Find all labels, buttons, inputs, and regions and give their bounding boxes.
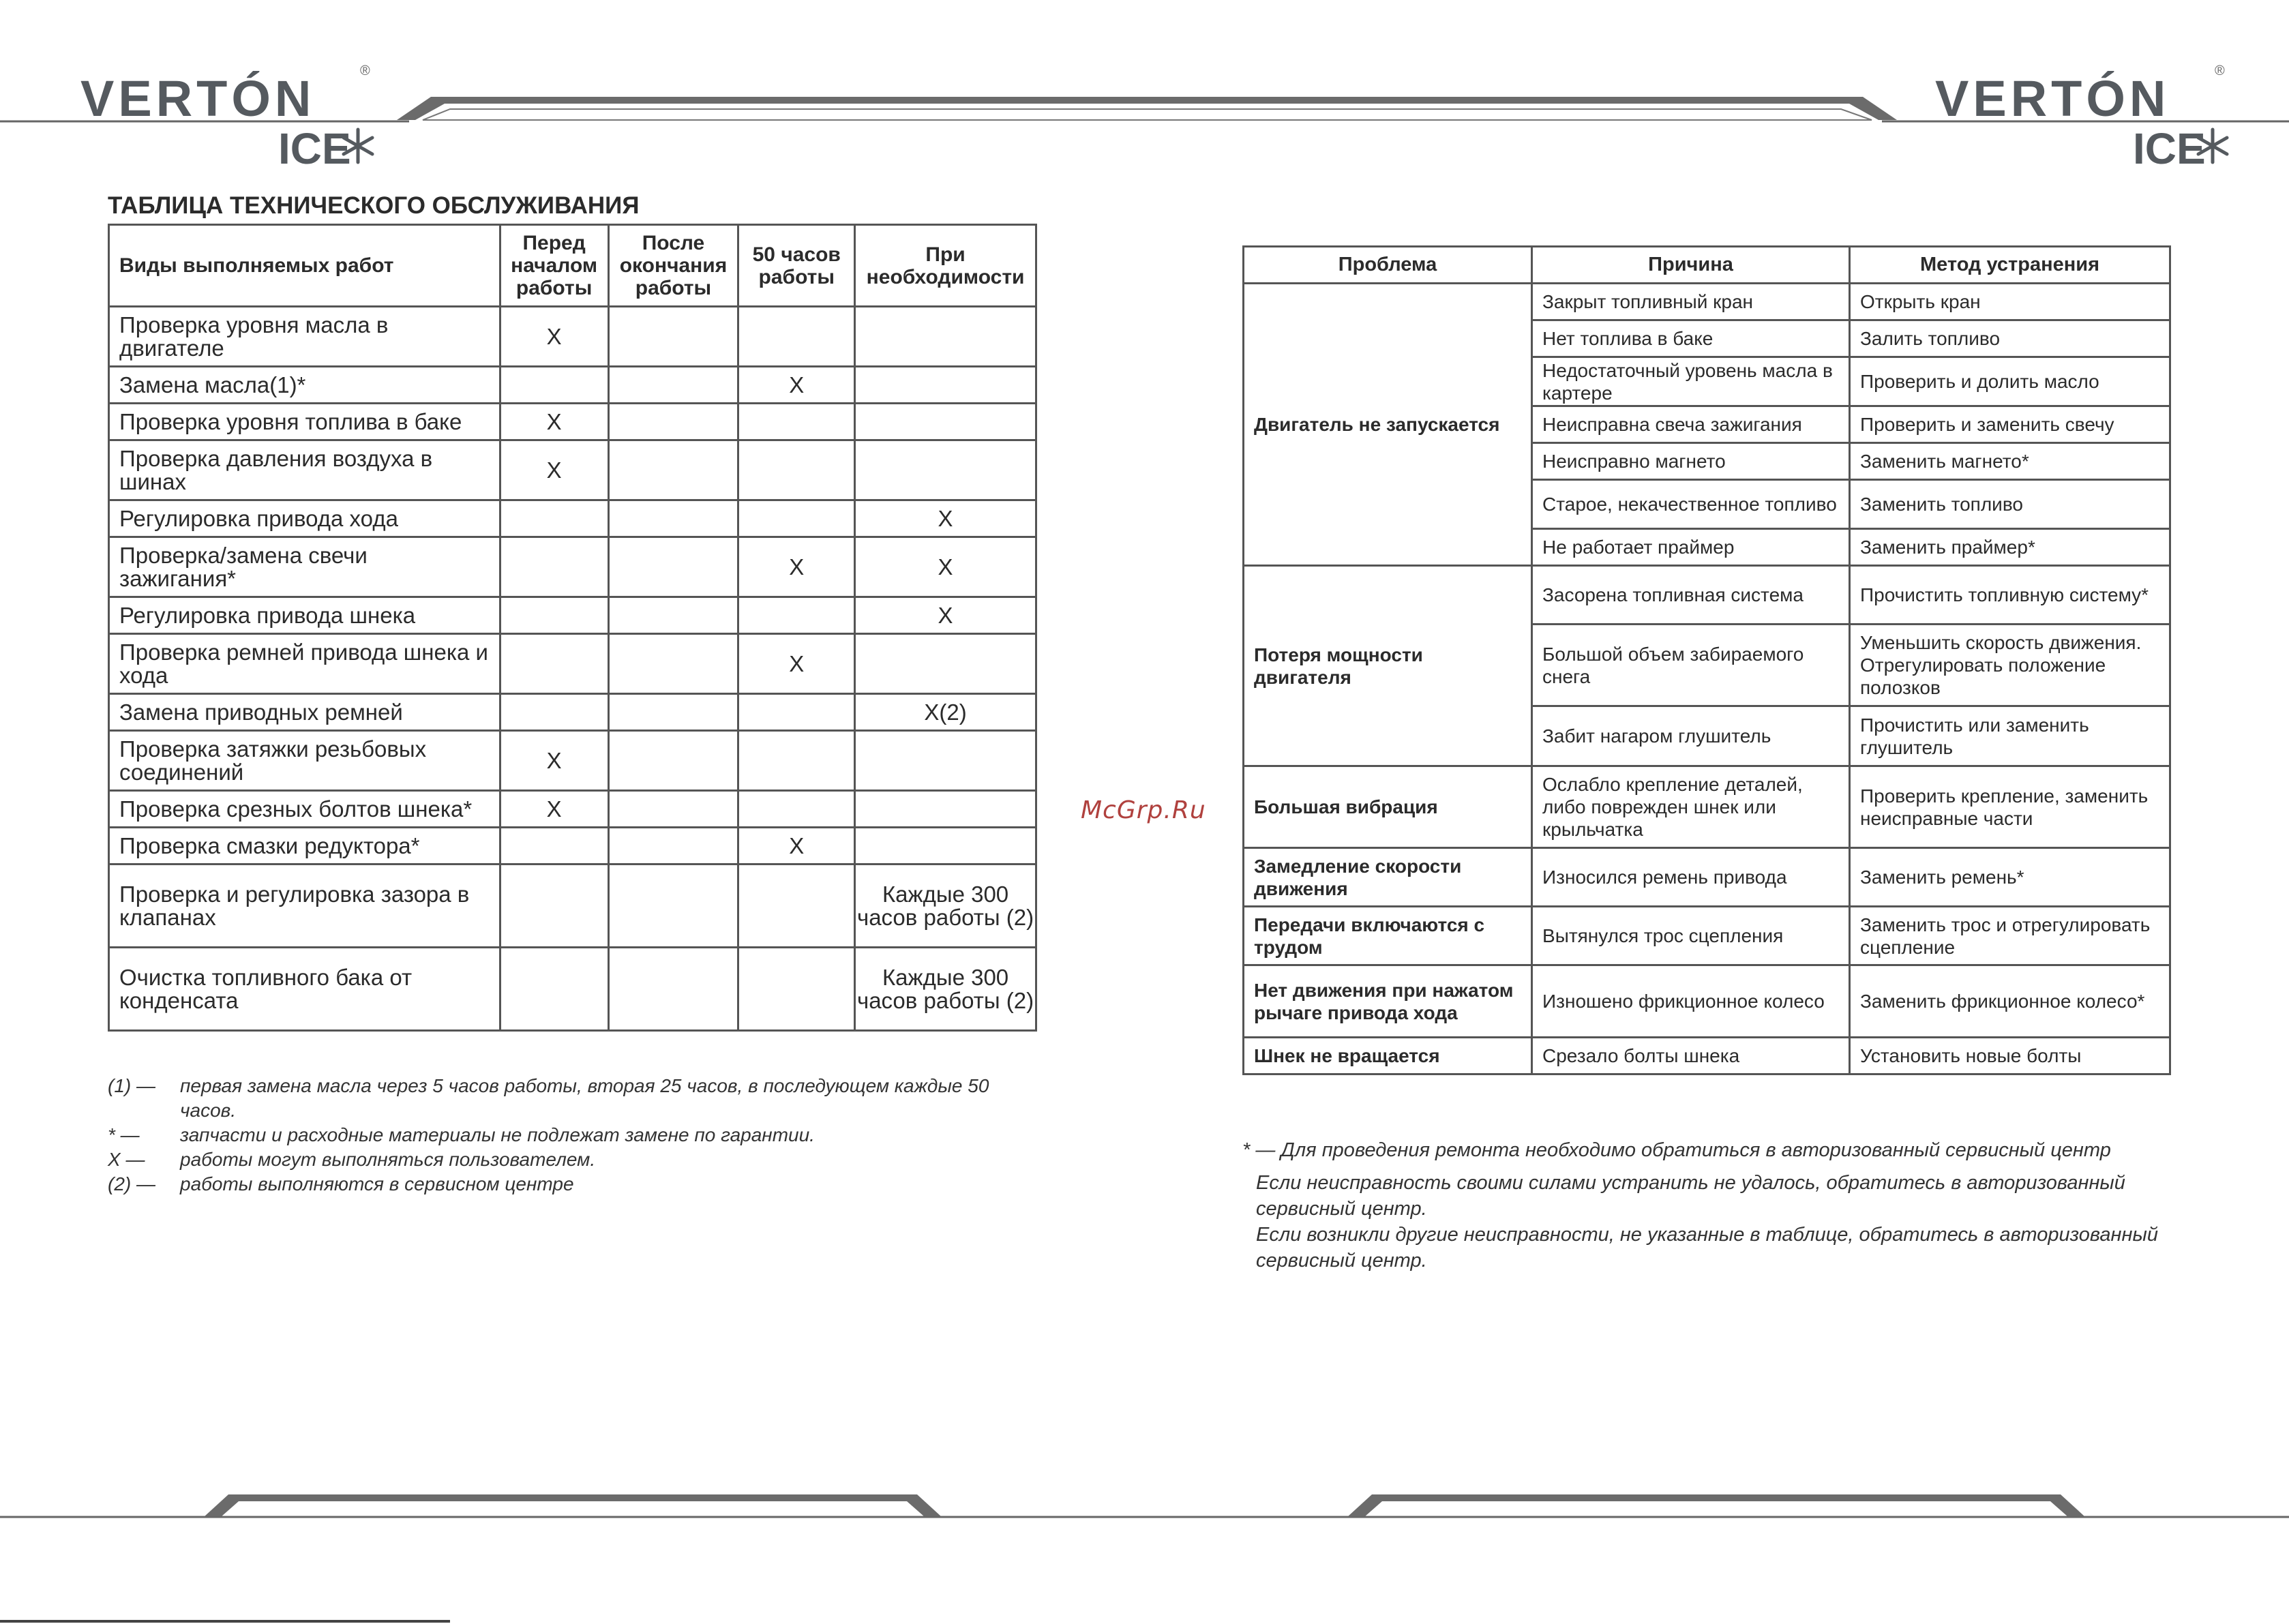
registered-mark-left: ® [360, 63, 370, 78]
remedy-cell: Заменить магнето* [1850, 443, 2170, 480]
table-row [1244, 1038, 2170, 1074]
schedule-cell [738, 948, 855, 1031]
column-header: 50 часов работы [738, 225, 855, 307]
schedule-cell [608, 791, 738, 828]
cause-cell: Забит нагаром глушитель [1532, 706, 1850, 766]
remedy-cell: Проверить и заменить свечу [1850, 406, 2170, 443]
table-row [109, 948, 1036, 1031]
cause-cell: Износился ремень привода [1532, 848, 1850, 907]
work-item-cell: Регулировка привода шнека [109, 597, 500, 634]
table-row [1244, 965, 2170, 1038]
work-item-cell: Проверка смазки редуктора* [109, 828, 500, 864]
remedy-cell: Заменить праймер* [1850, 529, 2170, 566]
cause-cell: Старое, некачественное топливо [1532, 480, 1850, 529]
footnote [108, 1123, 1049, 1147]
problem-cell: Шнек не вращается [1244, 1038, 1532, 1074]
schedule-cell: Каждые 300 часов работы (2) [855, 948, 1036, 1031]
schedule-cell: X [500, 404, 608, 440]
column-header: Причина [1532, 247, 1850, 284]
schedule-cell [608, 864, 738, 948]
footnote-key: (2) — [108, 1173, 155, 1194]
table-row [1244, 566, 2170, 625]
schedule-cell [500, 367, 608, 404]
table-row [109, 731, 1036, 791]
brand-logo-right: VERTÓN [1935, 70, 2170, 127]
schedule-cell [608, 537, 738, 597]
schedule-cell: X [738, 634, 855, 694]
remedy-cell: Установить новые болты [1850, 1038, 2170, 1074]
schedule-cell [855, 404, 1036, 440]
work-item-cell: Проверка ремней привода шнека и хода [109, 634, 500, 694]
schedule-cell: X [500, 731, 608, 791]
schedule-cell [738, 731, 855, 791]
schedule-cell [500, 500, 608, 537]
cause-cell: Нет топлива в баке [1532, 320, 1850, 357]
table-row [109, 440, 1036, 500]
watermark: McGrp.Ru [1081, 796, 1206, 824]
schedule-cell [608, 440, 738, 500]
remedy-cell: Заменить ремень* [1850, 848, 2170, 907]
schedule-cell [608, 500, 738, 537]
table-row [109, 864, 1036, 948]
table-row [109, 828, 1036, 864]
remedy-cell: Заменить фрикционное колесо* [1850, 965, 2170, 1038]
table-row [109, 791, 1036, 828]
problem-cell: Передачи включаются с трудом [1244, 907, 1532, 965]
schedule-cell [608, 828, 738, 864]
work-item-cell: Замена приводных ремней [109, 694, 500, 731]
troubleshooting-footnotes [1242, 1137, 2211, 1274]
schedule-cell [855, 440, 1036, 500]
schedule-cell [608, 731, 738, 791]
brand-logo-left: VERTÓN [80, 70, 316, 127]
work-item-cell: Проверка/замена свечи зажигания* [109, 537, 500, 597]
footnote [108, 1172, 1049, 1197]
column-header: Виды выполняемых работ [109, 225, 500, 307]
work-item-cell: Проверка и регулировка зазора в клапанах [109, 864, 500, 948]
table-header-row [109, 225, 1036, 307]
column-header: После окончания работы [608, 225, 738, 307]
column-header: Метод устранения [1850, 247, 2170, 284]
schedule-cell [738, 404, 855, 440]
footnote-text: первая замена масла через 5 часов работы, вторая 25 часов, в последующем каждые 50 часов. [180, 1075, 989, 1121]
schedule-cell: X [855, 597, 1036, 634]
schedule-cell: X [738, 367, 855, 404]
table-row [1244, 284, 2170, 320]
table-row [109, 367, 1036, 404]
table-row [1244, 907, 2170, 965]
maintenance-footnotes [108, 1074, 1049, 1197]
schedule-cell: X [855, 500, 1036, 537]
schedule-cell [500, 828, 608, 864]
schedule-cell [855, 791, 1036, 828]
table-row [109, 694, 1036, 731]
remedy-cell: Уменьшить скорость движения. Отрегулировать положение полозков [1850, 625, 2170, 706]
remedy-cell: Заменить трос и отрегулировать сцепление [1850, 907, 2170, 965]
footnote-text: работы выполняются в сервисном центре [180, 1173, 574, 1194]
footer-decoration [0, 1479, 2289, 1624]
cause-cell: Вытянулся трос сцепления [1532, 907, 1850, 965]
table-row [109, 307, 1036, 367]
footnote: Если неисправность своими силами устранить не удалось, обратитесь в авторизованный сервисный центр. [1256, 1172, 2125, 1220]
problem-cell: Двигатель не запускается [1244, 284, 1532, 566]
footnote-text: работы могут выполняться пользователем. [180, 1149, 596, 1170]
troubleshooting-table [1242, 245, 2171, 1075]
work-item-cell: Проверка давления воздуха в шинах [109, 440, 500, 500]
schedule-cell [855, 367, 1036, 404]
schedule-cell [500, 634, 608, 694]
table-row [109, 537, 1036, 597]
schedule-cell [738, 694, 855, 731]
schedule-cell: X [500, 307, 608, 367]
registered-mark-right: ® [2215, 63, 2225, 78]
remedy-cell: Прочистить топливную систему* [1850, 566, 2170, 625]
schedule-cell: Каждые 300 часов работы (2) [855, 864, 1036, 948]
remedy-cell: Заменить топливо [1850, 480, 2170, 529]
table-row [109, 597, 1036, 634]
schedule-cell [738, 307, 855, 367]
schedule-cell [738, 791, 855, 828]
page-title: ТАБЛИЦА ТЕХНИЧЕСКОГО ОБСЛУЖИВАНИЯ [108, 192, 640, 219]
footnote-key: X — [108, 1149, 145, 1170]
footnote [108, 1074, 1049, 1123]
schedule-cell [500, 948, 608, 1031]
maintenance-table [108, 224, 1037, 1032]
table-row [1244, 848, 2170, 907]
snowflake-icon [2196, 127, 2230, 165]
remedy-cell: Проверить и долить масло [1850, 357, 2170, 406]
schedule-cell [855, 828, 1036, 864]
schedule-cell [738, 500, 855, 537]
snowflake-icon [341, 127, 375, 165]
remedy-cell: Проверить крепление, заменить неисправные части [1850, 766, 2170, 848]
schedule-cell [608, 307, 738, 367]
work-item-cell: Регулировка привода хода [109, 500, 500, 537]
footnote-text: запчасти и расходные материалы не подлежат замене по гарантии. [180, 1124, 815, 1145]
brand-sub-left: ICE [278, 124, 351, 173]
schedule-cell [608, 634, 738, 694]
work-item-cell: Проверка срезных болтов шнека* [109, 791, 500, 828]
cause-cell: Закрыт топливный кран [1532, 284, 1850, 320]
footnote: * — Для проведения ремонта необходимо обратиться в авторизованный сервисный центр [1242, 1139, 2111, 1161]
footnote [108, 1147, 1049, 1172]
cause-cell: Срезало болты шнека [1532, 1038, 1850, 1074]
schedule-cell [608, 948, 738, 1031]
header-band-inner [423, 109, 1872, 120]
schedule-cell [738, 597, 855, 634]
problem-cell: Замедление скорости движения [1244, 848, 1532, 907]
schedule-cell [738, 864, 855, 948]
cause-cell: Неисправно магнето [1532, 443, 1850, 480]
schedule-cell: X [500, 791, 608, 828]
remedy-cell: Открыть кран [1850, 284, 2170, 320]
work-item-cell: Замена масла(1)* [109, 367, 500, 404]
remedy-cell: Залить топливо [1850, 320, 2170, 357]
cause-cell: Недостаточный уровень масла в картере [1532, 357, 1850, 406]
problem-cell: Большая вибрация [1244, 766, 1532, 848]
footnote: Если возникли другие неисправности, не указанные в таблице, обратитесь в авторизованный сервисный центр. [1256, 1224, 2158, 1272]
table-row [109, 500, 1036, 537]
schedule-cell [500, 864, 608, 948]
problem-cell: Нет движения при нажатом рычаге привода хода [1244, 965, 1532, 1038]
cause-cell: Ослабло крепление деталей, либо поврежден шнек или крыльчатка [1532, 766, 1850, 848]
schedule-cell [608, 597, 738, 634]
footer-band-right [1348, 1494, 2084, 1516]
footer-band-left [205, 1494, 941, 1516]
table-row [1244, 766, 2170, 848]
schedule-cell: X(2) [855, 694, 1036, 731]
footnote-key: (1) — [108, 1075, 155, 1096]
schedule-cell [500, 597, 608, 634]
schedule-cell [855, 731, 1036, 791]
schedule-cell [608, 404, 738, 440]
table-row [109, 404, 1036, 440]
cause-cell: Неисправна свеча зажигания [1532, 406, 1850, 443]
schedule-cell [855, 307, 1036, 367]
problem-cell: Потеря мощности двигателя [1244, 566, 1532, 766]
work-item-cell: Проверка уровня масла в двигателе [109, 307, 500, 367]
schedule-cell: X [855, 537, 1036, 597]
table-header-row [1244, 247, 2170, 284]
schedule-cell: X [738, 828, 855, 864]
schedule-cell: X [738, 537, 855, 597]
column-header: При необходимости [855, 225, 1036, 307]
table-row [109, 634, 1036, 694]
cause-cell: Изношено фрикционное колесо [1532, 965, 1850, 1038]
brand-sub-right: ICE [2133, 124, 2206, 173]
work-item-cell: Очистка топливного бака от конденсата [109, 948, 500, 1031]
schedule-cell [608, 694, 738, 731]
schedule-cell [608, 367, 738, 404]
column-header: Проблема [1244, 247, 1532, 284]
work-item-cell: Проверка затяжки резьбовых соединений [109, 731, 500, 791]
schedule-cell [500, 537, 608, 597]
cause-cell: Не работает праймер [1532, 529, 1850, 566]
schedule-cell [855, 634, 1036, 694]
schedule-cell [500, 694, 608, 731]
schedule-cell: X [500, 440, 608, 500]
schedule-cell [738, 440, 855, 500]
cause-cell: Большой объем забираемого снега [1532, 625, 1850, 706]
footnote-key: * — [108, 1124, 140, 1145]
column-header: Перед началом работы [500, 225, 608, 307]
work-item-cell: Проверка уровня топлива в баке [109, 404, 500, 440]
cause-cell: Засорена топливная система [1532, 566, 1850, 625]
remedy-cell: Прочистить или заменить глушитель [1850, 706, 2170, 766]
